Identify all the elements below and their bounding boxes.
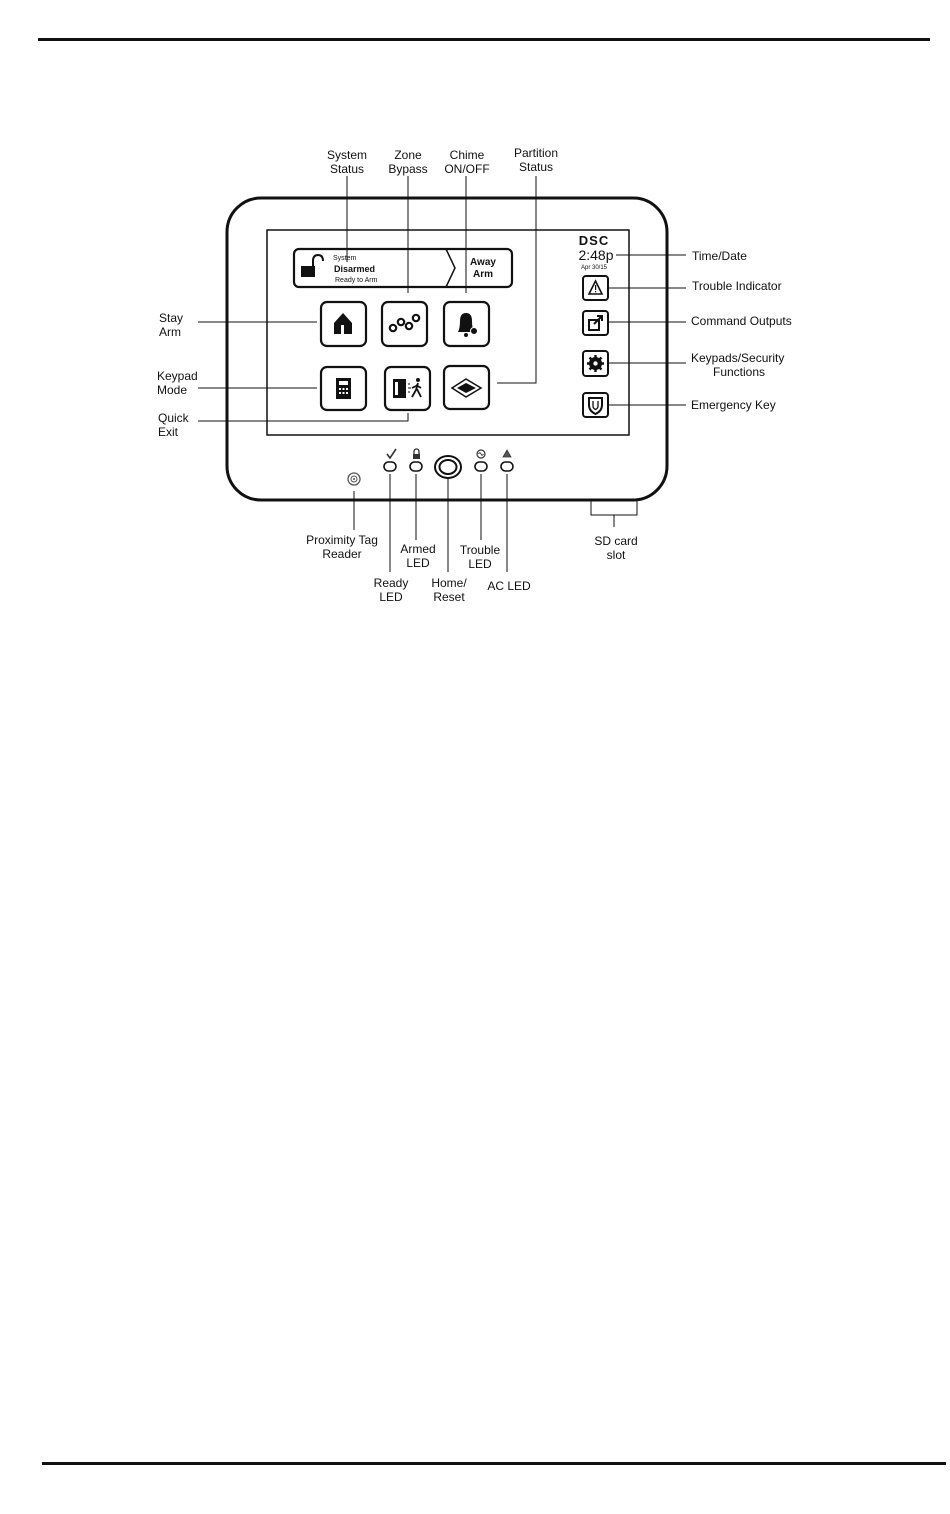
calculator-icon (336, 378, 351, 399)
label-chime-2: ON/OFF (444, 162, 490, 176)
emergency-key-button[interactable] (583, 393, 608, 417)
proximity-reader (348, 473, 360, 485)
status-bar[interactable] (294, 249, 512, 287)
status-line-1: System (333, 255, 357, 262)
label-command-outputs: Command Outputs (691, 314, 792, 328)
label-chime-1: Chime (449, 148, 485, 162)
label-time-date: Time/Date (692, 249, 747, 263)
label-stay-arm-2: Arm (159, 325, 181, 339)
label-trouble-led-1: Trouble (459, 543, 501, 557)
label-emergency-key: Emergency Key (691, 398, 776, 412)
trouble-led (475, 462, 487, 471)
label-ready-led-2: LED (379, 590, 403, 604)
stay-arm-button[interactable] (321, 302, 366, 346)
label-home-reset-2: Reset (433, 590, 465, 604)
label-sd-card-2: slot (606, 548, 626, 562)
label-system-status-1: System (326, 148, 368, 162)
label-ac-led: AC LED (487, 579, 531, 593)
partition-button[interactable] (444, 366, 489, 409)
label-ready-led-1: Ready (373, 576, 409, 590)
label-zone-bypass-2: Bypass (388, 162, 428, 176)
status-line-3: Ready to Arm (335, 277, 378, 284)
label-system-status-2: Status (329, 162, 365, 176)
quick-exit-button[interactable] (385, 367, 430, 410)
label-home-reset-1: Home/ (431, 576, 467, 590)
keypad-diagram (0, 0, 950, 700)
away-arm-label-2: Arm (472, 269, 494, 280)
clock-date: Apr 30/15 (580, 265, 608, 271)
label-proximity-2: Reader (322, 547, 362, 561)
home-reset-button[interactable] (435, 456, 461, 478)
label-armed-led-1: Armed (400, 542, 436, 556)
label-keypad-mode-2: Mode (157, 383, 188, 397)
keypads-functions-button[interactable] (583, 351, 608, 376)
label-quick-exit-2: Exit (158, 425, 179, 439)
label-proximity-1: Proximity Tag (306, 533, 378, 547)
label-trouble-led-2: LED (468, 557, 492, 571)
label-partition-status-2: Status (518, 160, 554, 174)
label-armed-led-2: LED (406, 556, 430, 570)
chime-button[interactable] (444, 302, 489, 346)
status-line-2: Disarmed (334, 264, 376, 274)
ac-led (501, 462, 513, 471)
brand-logo: DSC (578, 233, 610, 248)
label-trouble-indicator: Trouble Indicator (692, 279, 782, 293)
label-keypads-security-1: Keypads/Security (691, 351, 785, 365)
label-partition-status-1: Partition (513, 146, 559, 160)
clock-time: 2:48p (578, 247, 614, 263)
command-outputs-button[interactable] (583, 311, 608, 335)
keypad-mode-button[interactable] (321, 367, 366, 410)
away-arm-label-1: Away (470, 257, 496, 268)
label-quick-exit-1: Quick (158, 411, 189, 425)
label-sd-card-1: SD card (594, 534, 638, 548)
trouble-indicator-button[interactable] (583, 276, 608, 300)
label-keypad-mode-1: Keypad (157, 369, 198, 383)
zone-bypass-button[interactable] (382, 302, 427, 346)
label-zone-bypass-1: Zone (394, 148, 422, 162)
armed-led (410, 462, 422, 471)
label-stay-arm-1: Stay (159, 311, 184, 325)
gear-icon (587, 355, 604, 372)
ready-led (384, 462, 396, 471)
bottom-rule (42, 1462, 946, 1465)
label-keypads-security-2: Functions (712, 365, 766, 379)
